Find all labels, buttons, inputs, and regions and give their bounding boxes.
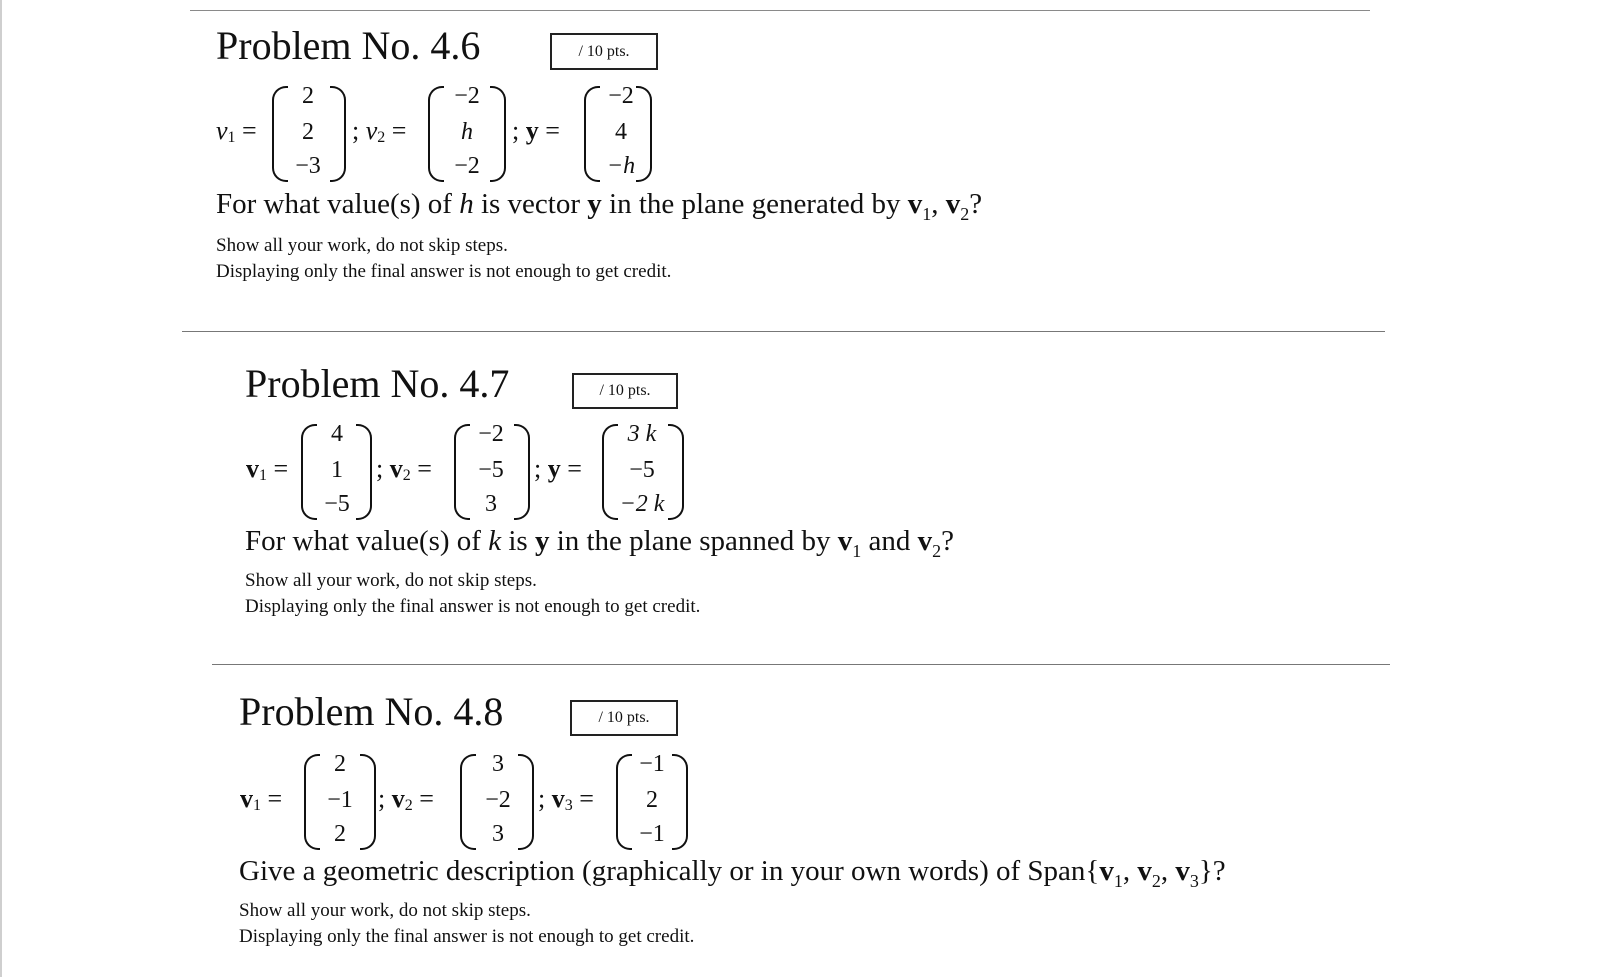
instruction-note: Show all your work, do not skip steps. (239, 900, 531, 921)
vector-entry: −2 (608, 83, 634, 109)
vector-entry: −2 (454, 83, 480, 109)
instruction-note: Displaying only the final answer is not enough to get credit. (239, 926, 695, 947)
vector-entry: 4 (331, 421, 343, 447)
vector-entry: 2 (334, 751, 346, 777)
points-box[interactable]: / 10 pts. (572, 373, 678, 409)
vector-label-v3: ; $v_3$ = (538, 784, 594, 814)
vector-entry: 3 (492, 751, 504, 777)
right-paren (668, 424, 684, 520)
right-paren (636, 86, 652, 182)
points-box[interactable]: / 10 pts. (550, 33, 658, 70)
problem-question: For what value(s) of k is y in the plane spanned by $v_1$ and $v_2$? (245, 525, 955, 561)
problem-question: For what value(s) of h is vector y in the plane generated by $v_1$, $v_2$? (216, 188, 983, 224)
vector-entry: 2 (646, 787, 658, 813)
vector-entry: −5 (478, 457, 504, 483)
right-paren (356, 424, 372, 520)
vector-entry: 3 k (627, 421, 657, 447)
right-paren (490, 86, 506, 182)
problem-title: Problem No. 4.7 (245, 361, 510, 406)
vector-entry: h (461, 119, 473, 145)
vector-entry: −5 (629, 457, 655, 483)
vector-entry: 2 (302, 119, 314, 145)
vector-entry: −2 k (619, 491, 665, 517)
vector-entry: −2 (478, 421, 504, 447)
points-box[interactable]: / 10 pts. (570, 700, 678, 736)
vector-entry: −5 (324, 491, 350, 517)
problem-title: Problem No. 4.6 (216, 23, 481, 68)
divider-top (190, 10, 1370, 11)
instruction-note: Show all your work, do not skip steps. (245, 570, 537, 591)
instruction-note: Displaying only the final answer is not enough to get credit. (216, 261, 672, 282)
instruction-note: Show all your work, do not skip steps. (216, 235, 508, 256)
vector-label-v2: ; $v_2$ = (352, 116, 407, 146)
vector-entry: −2 (485, 787, 511, 813)
left-paren (272, 86, 288, 182)
right-paren (360, 754, 376, 850)
problem-title: Problem No. 4.8 (239, 689, 504, 734)
vector-entry: 4 (615, 119, 627, 145)
vector-entry: −1 (639, 751, 665, 777)
vector-entry: 2 (302, 83, 314, 109)
divider-middle (182, 331, 1385, 332)
right-paren (518, 754, 534, 850)
problem-question: Give a geometric description (graphically or in your own words) of $Span\{v_1$, $v_2$, $v_3$}? (239, 855, 1226, 891)
divider-bottom (212, 664, 1390, 665)
vector-label-y: ; y = (534, 454, 582, 483)
vector-entry: 3 (492, 821, 504, 847)
instruction-note: Displaying only the final answer is not enough to get credit. (245, 596, 701, 617)
vector-entry: 1 (331, 457, 343, 483)
vector-entry: −2 (454, 153, 480, 179)
vector-entry: −1 (639, 821, 665, 847)
vector-label-v1: $v_1$ = (246, 454, 289, 484)
vector-entry: 2 (334, 821, 346, 847)
vector-label-v1: $v_1$ = (216, 116, 257, 146)
vector-entry: −3 (295, 153, 321, 179)
left-paren (301, 424, 317, 520)
vector-label-v1: $v_1$ = (240, 784, 283, 814)
right-paren (514, 424, 530, 520)
vector-entry: 3 (485, 491, 497, 517)
right-paren (672, 754, 688, 850)
vector-label-v2: ; $v_2$ = (376, 454, 432, 484)
vector-label-v2: ; $v_2$ = (378, 784, 434, 814)
right-paren (330, 86, 346, 182)
vector-entry: −h (606, 153, 636, 179)
page-edge-line (0, 0, 2, 977)
vector-entry: −1 (327, 787, 353, 813)
left-paren (460, 754, 476, 850)
vector-label-y: ; y = (512, 116, 560, 145)
left-paren (428, 86, 444, 182)
